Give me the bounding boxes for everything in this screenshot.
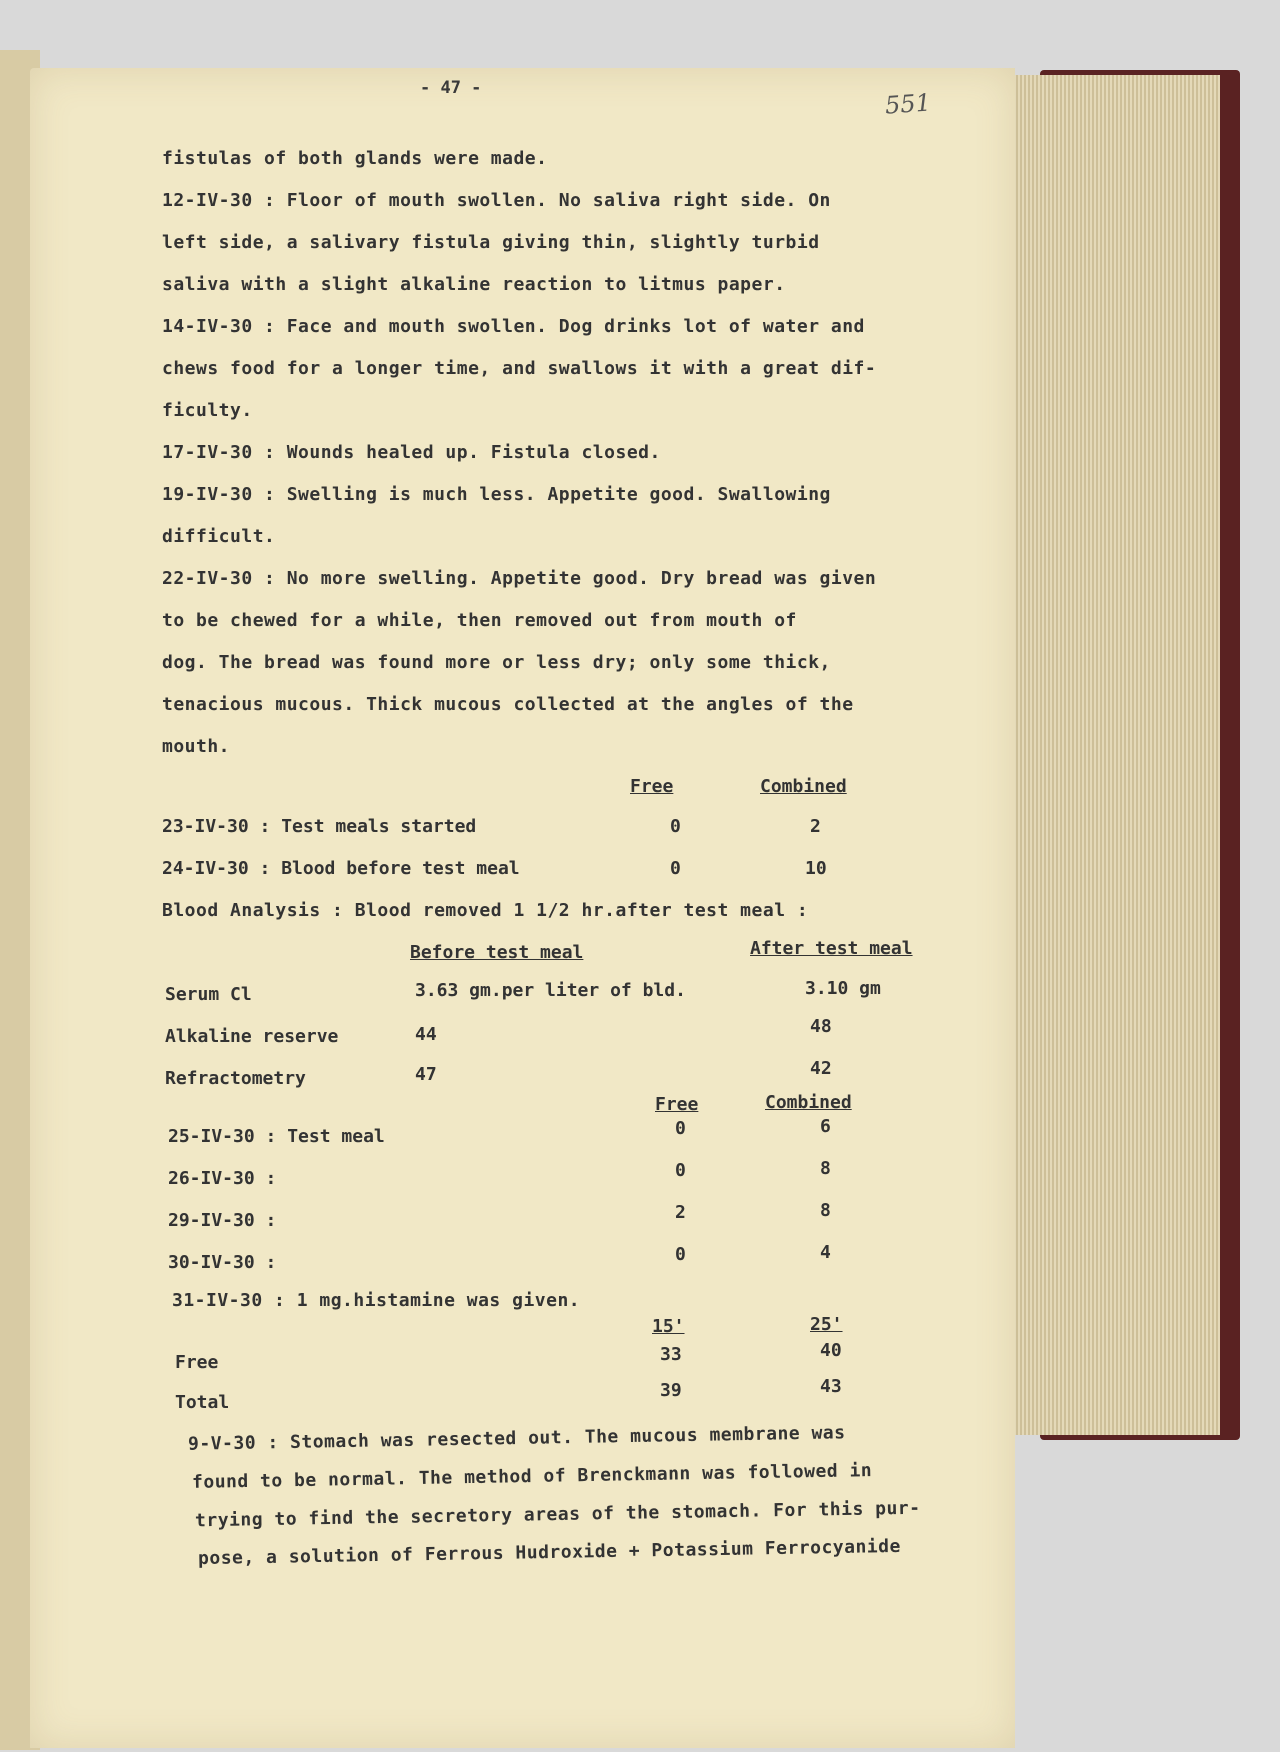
table2-row-free: 2 bbox=[675, 1202, 686, 1223]
body-line: saliva with a slight alkaline reaction to litmus paper. bbox=[162, 274, 786, 295]
table2-row-label: 26-IV-30 : bbox=[168, 1168, 277, 1189]
page-number: - 47 - bbox=[420, 78, 482, 98]
body-line: difficult. bbox=[162, 526, 276, 547]
table2-header-combined: Combined bbox=[765, 1092, 852, 1113]
table2-row-label: 25-IV-30 : Test meal bbox=[168, 1126, 385, 1147]
table2-row-combined: 4 bbox=[820, 1242, 831, 1263]
histamine-row-label: Free bbox=[175, 1352, 219, 1373]
body-line: left side, a salivary fistula giving thin, slightly turbid bbox=[162, 232, 820, 253]
body-line: trying to find the secretory areas of the stomach. For this pur- bbox=[194, 1497, 921, 1532]
table2-row-combined: 6 bbox=[820, 1116, 831, 1137]
blood-row-before: 47 bbox=[415, 1064, 437, 1085]
table1-row-label: 24-IV-30 : Blood before test meal bbox=[162, 858, 520, 879]
body-line: to be chewed for a while, then removed out from mouth of bbox=[162, 610, 797, 631]
body-line: 19-IV-30 : Swelling is much less. Appetite good. Swallowing bbox=[162, 484, 831, 505]
body-line: pose, a solution of Ferrous Hudroxide + Potassium Ferrocyanide bbox=[197, 1535, 902, 1570]
blood-analysis-title: Blood Analysis : Blood removed 1 1/2 hr.after test meal : bbox=[162, 900, 809, 921]
histamine-row-label: Total bbox=[175, 1392, 230, 1413]
table1-row-free: 0 bbox=[670, 858, 681, 879]
table2-header-free: Free bbox=[655, 1094, 699, 1115]
blood-row-before: 44 bbox=[415, 1024, 437, 1045]
blood-row-label: Alkaline reserve bbox=[165, 1026, 339, 1047]
table2-row-label: 29-IV-30 : bbox=[168, 1210, 277, 1231]
body-line: 9-V-30 : Stomach was resected out. The mucous membrane was bbox=[187, 1422, 846, 1455]
body-line: mouth. bbox=[162, 736, 231, 757]
blood-row-label: Serum Cl bbox=[165, 984, 252, 1005]
body-line: chews food for a longer time, and swallows it with a great dif- bbox=[162, 358, 877, 379]
table1-row-combined: 2 bbox=[810, 816, 821, 837]
table2-row-combined: 8 bbox=[820, 1200, 831, 1221]
histamine-row-15: 33 bbox=[660, 1344, 682, 1365]
histamine-header-25: 25' bbox=[810, 1314, 843, 1335]
body-line: found to be normal. The method of Brenckmann was followed in bbox=[191, 1460, 873, 1493]
histamine-row-15: 39 bbox=[660, 1380, 682, 1401]
histamine-header-15: 15' bbox=[652, 1316, 685, 1337]
table1-row-combined: 10 bbox=[805, 858, 827, 879]
histamine-row-25: 40 bbox=[820, 1340, 842, 1361]
table2-row-free: 0 bbox=[675, 1244, 686, 1265]
blood-header-after: After test meal bbox=[750, 938, 913, 959]
typed-page bbox=[30, 68, 1015, 1748]
histamine-line: 31-IV-30 : 1 mg.histamine was given. bbox=[172, 1290, 581, 1311]
body-line: dog. The bread was found more or less dry; only some thick, bbox=[162, 652, 831, 673]
table1-header-free: Free bbox=[630, 776, 674, 797]
body-line: ficulty. bbox=[162, 400, 253, 421]
table1-header-combined: Combined bbox=[760, 776, 847, 797]
body-line: 14-IV-30 : Face and mouth swollen. Dog drinks lot of water and bbox=[162, 316, 865, 337]
body-line: 12-IV-30 : Floor of mouth swollen. No saliva right side. On bbox=[162, 190, 831, 211]
table1-row-label: 23-IV-30 : Test meals started bbox=[162, 816, 477, 837]
table1-row-free: 0 bbox=[670, 816, 681, 837]
blood-row-after: 42 bbox=[810, 1058, 832, 1079]
body-line: fistulas of both glands were made. bbox=[162, 148, 548, 169]
table2-row-free: 0 bbox=[675, 1118, 686, 1139]
table2-row-label: 30-IV-30 : bbox=[168, 1252, 277, 1273]
body-line: 17-IV-30 : Wounds healed up. Fistula closed. bbox=[162, 442, 661, 463]
table2-row-free: 0 bbox=[675, 1160, 686, 1181]
histamine-row-25: 43 bbox=[820, 1376, 842, 1397]
handwritten-folio: 551 bbox=[884, 88, 932, 120]
page-edges bbox=[1010, 75, 1220, 1435]
blood-row-after: 3.10 gm bbox=[805, 978, 881, 999]
blood-header-before: Before test meal bbox=[410, 942, 584, 963]
table2-row-combined: 8 bbox=[820, 1158, 831, 1179]
body-line: 22-IV-30 : No more swelling. Appetite good. Dry bread was given bbox=[162, 568, 877, 589]
body-line: tenacious mucous. Thick mucous collected at the angles of the bbox=[162, 694, 854, 715]
blood-row-before: 3.63 gm.per liter of bld. bbox=[415, 980, 686, 1001]
blood-row-label: Refractometry bbox=[165, 1068, 306, 1089]
blood-row-after: 48 bbox=[810, 1016, 832, 1037]
